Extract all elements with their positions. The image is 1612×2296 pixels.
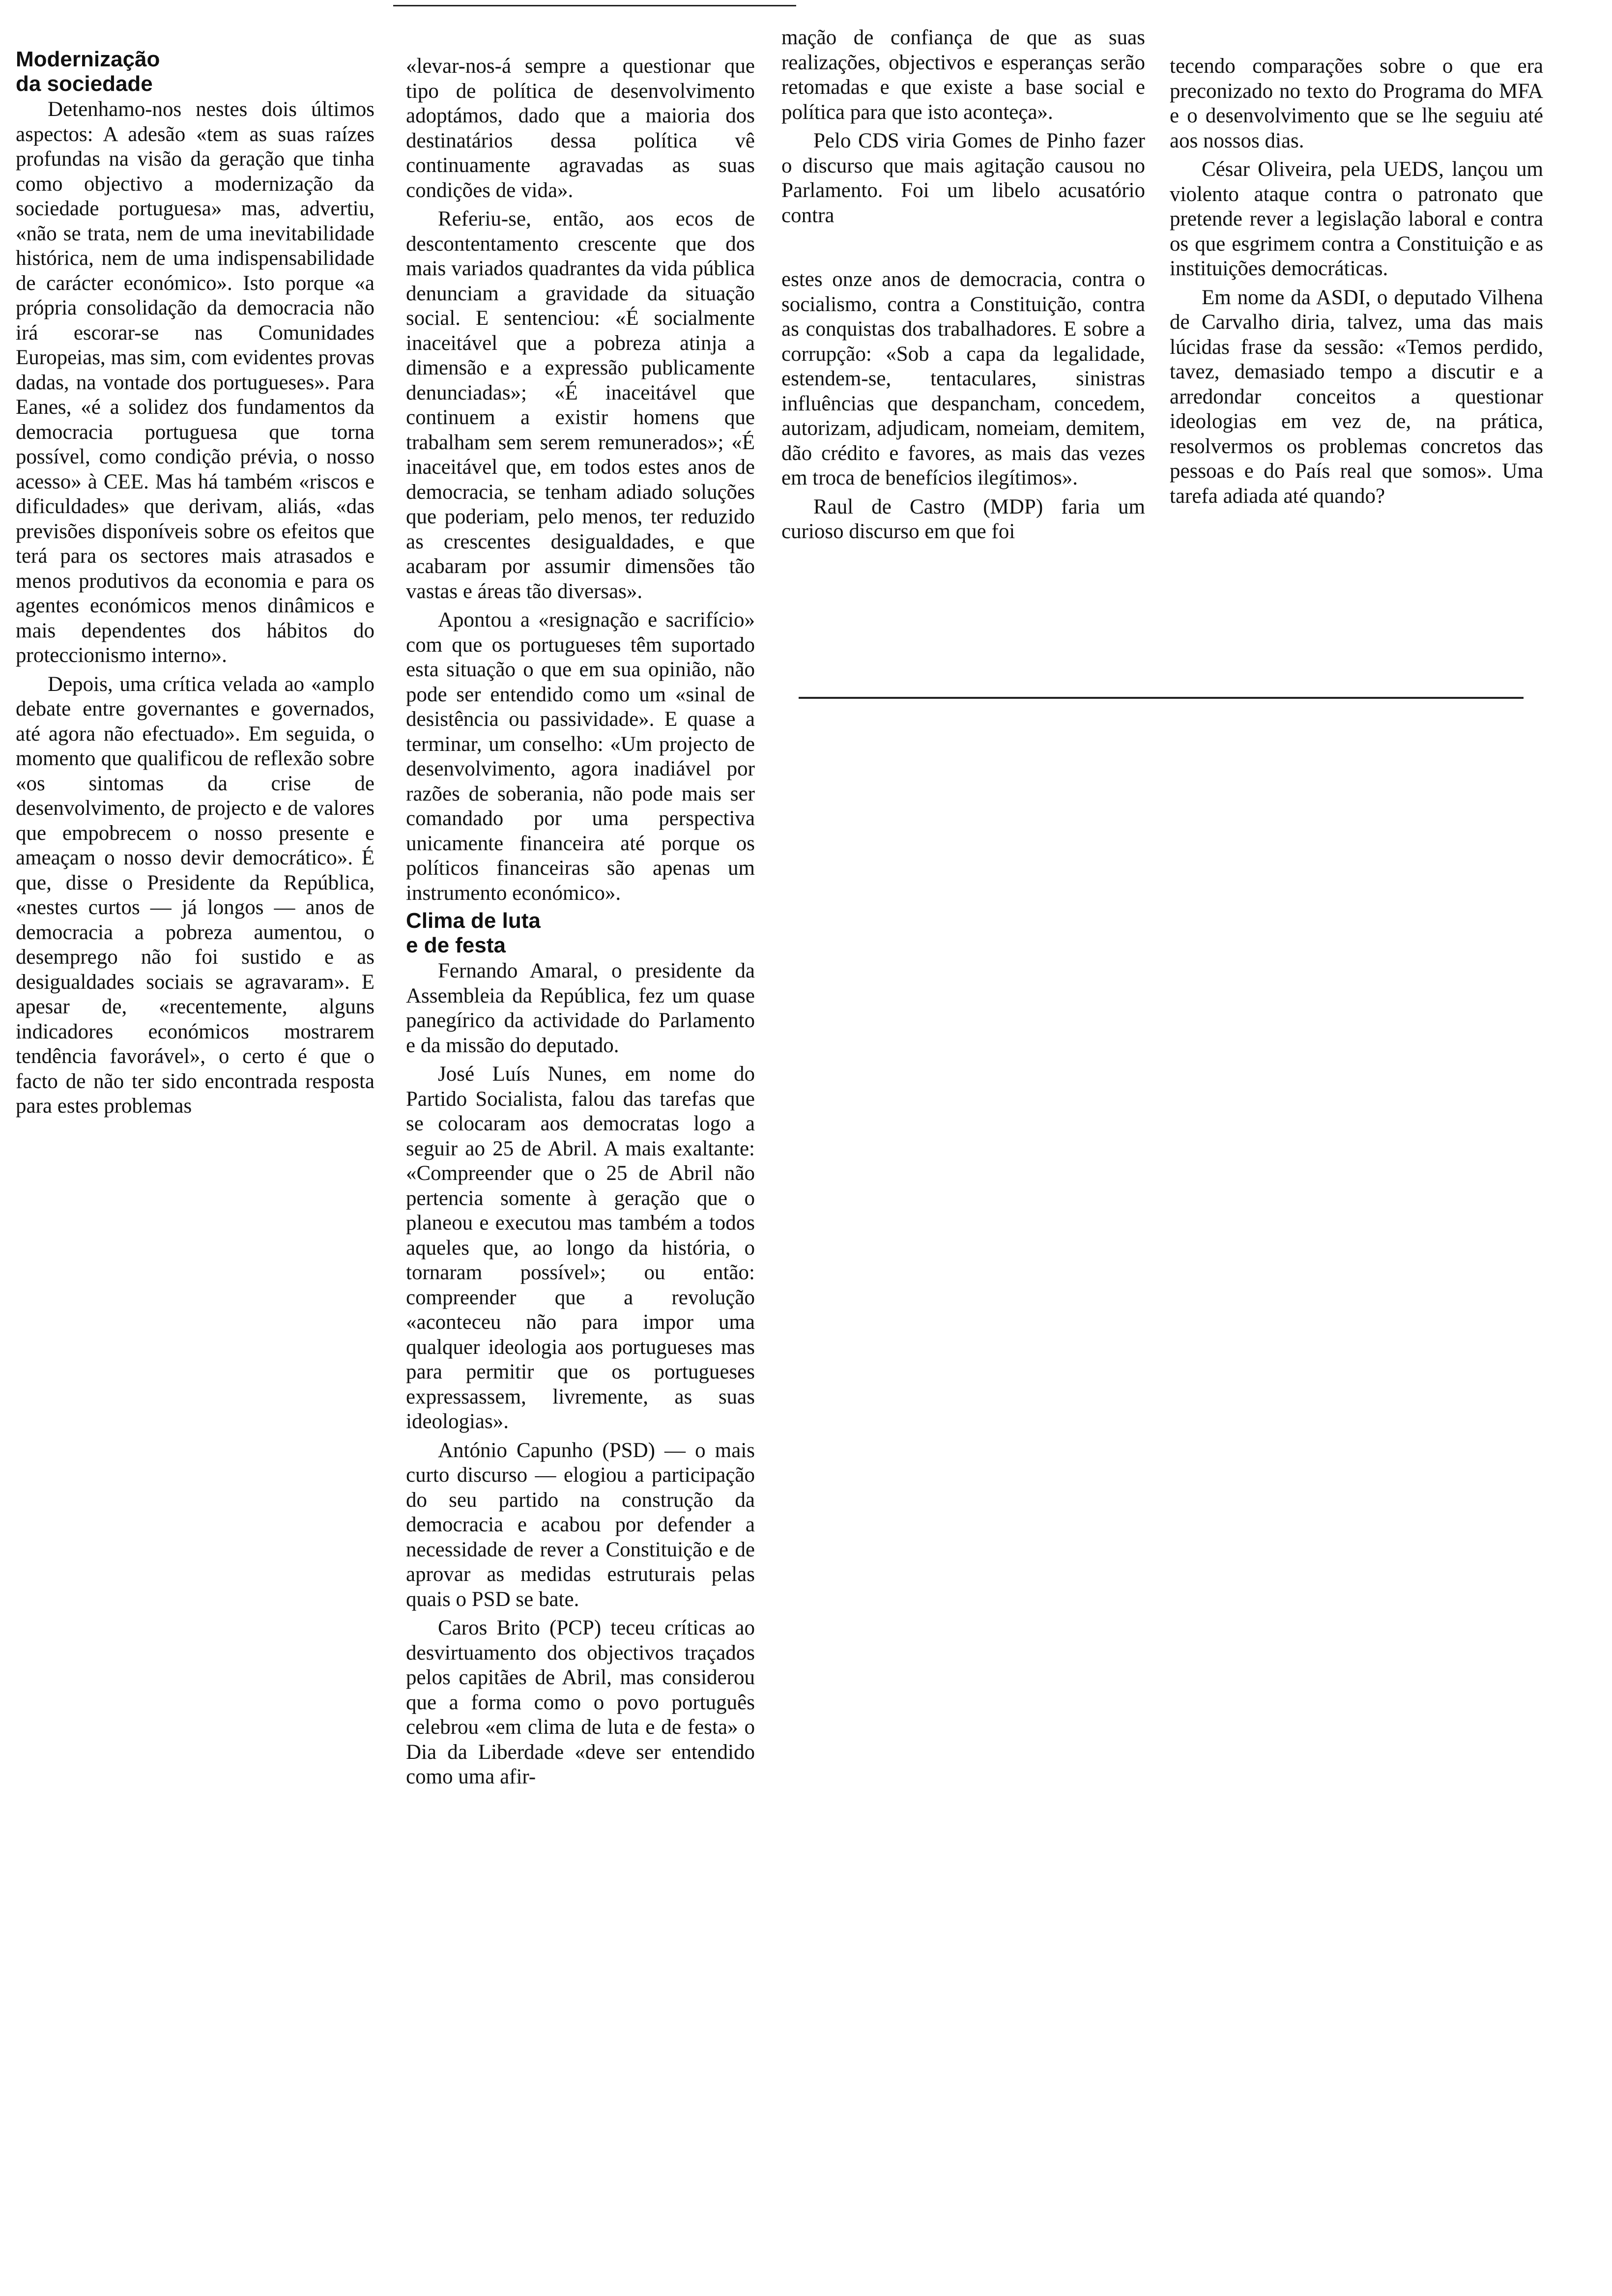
column-1	[16, 44, 374, 1119]
section-heading-clima	[406, 909, 755, 958]
column-3	[781, 26, 1145, 545]
heading-line-1: Modernização	[16, 47, 160, 71]
top-rule	[393, 5, 796, 6]
paragraph: António Capunho (PSD) — o mais curto discurso — elogiou a participação do seu partido na construção da democracia e acabou por defender a necessidade de rever a Constituição e de aprovar as medidas estruturais pelas quais o PSD se bate.	[406, 1438, 755, 1611]
paragraph: José Luís Nunes, em nome do Partido Socialista, falou das tarefas que se colocaram aos democratas logo a seguir ao 25 de Abril. A mais exaltante: «Compreender que o 25 de Abril não pertencia somente à geração que o planeou e executou mas também a todos aqueles que, ao longo da história, o tornaram possível»; ou então: compreender que a revolução «aconteceu não para impor uma qualquer ideologia aos portugueses mas para permitir que os portugueses expressassem, livremente, as suas ideologias».	[406, 1062, 755, 1433]
paragraph: Raul de Castro (MDP) faria um curioso discurso em que foi	[781, 495, 1145, 543]
paragraph: Depois, uma crítica velada ao «amplo debate entre governantes e governados, até agora não efectuado». Em seguida, o momento que qualificou de reflexão sobre «os sintomas da crise de desenvolvimento, de projecto e de valores que empobrecem o nosso presente e ameaçam o nosso devir democrático». É que, disse o Presidente da República, «nestes curtos — já longos — anos de democracia a pobreza aumentou, o desemprego não foi sustido e as desigualdades sociais se agravaram». E apesar de, «recentemente, alguns indicadores económicos mostrarem tendência favorável», o certo é que o facto de não ter sido encontrada resposta para estes problemas	[16, 672, 374, 1118]
heading-line-1: Clima de luta	[406, 909, 541, 933]
paragraph: Pelo CDS viria Gomes de Pinho fazer o discurso que mais agitação causou no Parlamento. Foi um libelo acusatório contra	[781, 129, 1145, 227]
paragraph: Detenhamo-nos nestes dois últimos aspectos: A adesão «tem as suas raízes profundas na visão da geração que tinha como objectivo a modernização da sociedade portuguesa» mas, advertiu, «não se trata, nem de uma inevitabilidade histórica, nem de uma indispensabilidade de carácter económico». Isto porque «a própria consolidação da democracia não irá escorar-se nas Comunidades Europeias, mas sim, com evidentes provas dadas, na vontade dos portugueses». Para Eanes, «é a solidez dos fundamentos da democracia portuguesa que torna possível, como condição prévia, o nosso acesso» à CEE. Mas há também «riscos e dificuldades» que derivam, aliás, «das previsões disponíveis sobre os efeitos que terá para os sectores mais atrasados e menos produtivos da economia e para os agentes económicos menos dinâmicos e mais dependentes dos hábitos do proteccionismo interno».	[16, 98, 374, 667]
paragraph: mação de confiança de que as suas realizações, objectivos e esperanças serão retomadas e que existe a base social e política para que isto aconteça».	[781, 26, 1145, 124]
column-4	[1170, 54, 1543, 509]
section-heading-modernizacao	[16, 47, 374, 96]
paragraph: Referiu-se, então, aos ecos de descontentamento crescente que dos mais variados quadrantes da vida pública denunciam a gravidade da situação social. E sentenciou: «É socialmente inaceitável que a pobreza atinja a dimensão e a expressão publicamente denunciadas»; «É inaceitável que continuem a existir homens que trabalham sem serem remunerados»; «É inaceitável que, em todos estes anos de democracia, se tenham adiado soluções que poderiam, pelo menos, ter reduzido as crescentes desigualdades, e que acabaram por assumir dimensões tão vastas e áreas tão diversas».	[406, 207, 755, 603]
column-2	[406, 54, 755, 1790]
column-end-rule	[799, 697, 1524, 699]
heading-line-2: da sociedade	[16, 72, 153, 96]
paragraph: «levar-nos-á sempre a questionar que tipo de política de desenvolvimento adoptámos, dado que a maioria dos destinatários dessa política vê continuamente agravadas as suas condições de vida».	[406, 55, 755, 202]
paragraph: César Oliveira, pela UEDS, lançou um violento ataque contra o patronato que pretende rever a legislação laboral e contra os que esgrimem contra a Constituição e as instituições democráticas.	[1170, 158, 1543, 280]
paragraph: tecendo comparações sobre o que era preconizado no texto do Programa do MFA e o desenvolvimento que se lhe seguiu até aos nossos dias.	[1170, 55, 1543, 152]
paragraph: estes onze anos de democracia, contra o socialismo, contra a Constituição, contra as conquistas dos trabalhadores. E sobre a corrupção: «Sob a capa da legalidade, estendem-se, tentaculares, sinistras influências que despancham, concedem, autorizam, adjudicam, nomeiam, demitem, dão crédito e favores, as mais das vezes em troca de benefícios ilegítimos».	[781, 268, 1145, 489]
paragraph: Apontou a «resignação e sacrifício» com que os portugueses têm suportado esta situação o que em sua opinião, não pode ser entendido como um «sinal de desistência ou passividade». E quase a terminar, um conselho: «Um projecto de desenvolvimento, agora inadiável por razões de soberania, não pode mais ser comandado por uma perspectiva unicamente financeira até porque os políticos financeiras são apenas um instrumento económico».	[406, 608, 755, 905]
paragraph: Em nome da ASDI, o deputado Vilhena de Carvalho diria, talvez, uma das mais lúcidas frase da sessão: «Temos perdido, tavez, demasiado tempo a discutir e a arredondar conceitos a questionar ideologias em vez de, na prática, resolvermos os problemas concretos das pessoas e do País real que somos». Uma tarefa adiada até quando?	[1170, 286, 1543, 508]
paragraph: Caros Brito (PCP) teceu críticas ao desvirtuamento dos objectivos traçados pelos capitães de Abril, mas considerou que a forma como o povo português celebrou «em clima de luta e de festa» o Dia da Liberdade «deve ser entendido como uma afir-	[406, 1616, 755, 1788]
heading-line-2: e de festa	[406, 933, 506, 957]
paragraph: Fernando Amaral, o presidente da Assembleia da República, fez um quase panegírico da actividade do Parlamento e da missão do deputado.	[406, 959, 755, 1057]
